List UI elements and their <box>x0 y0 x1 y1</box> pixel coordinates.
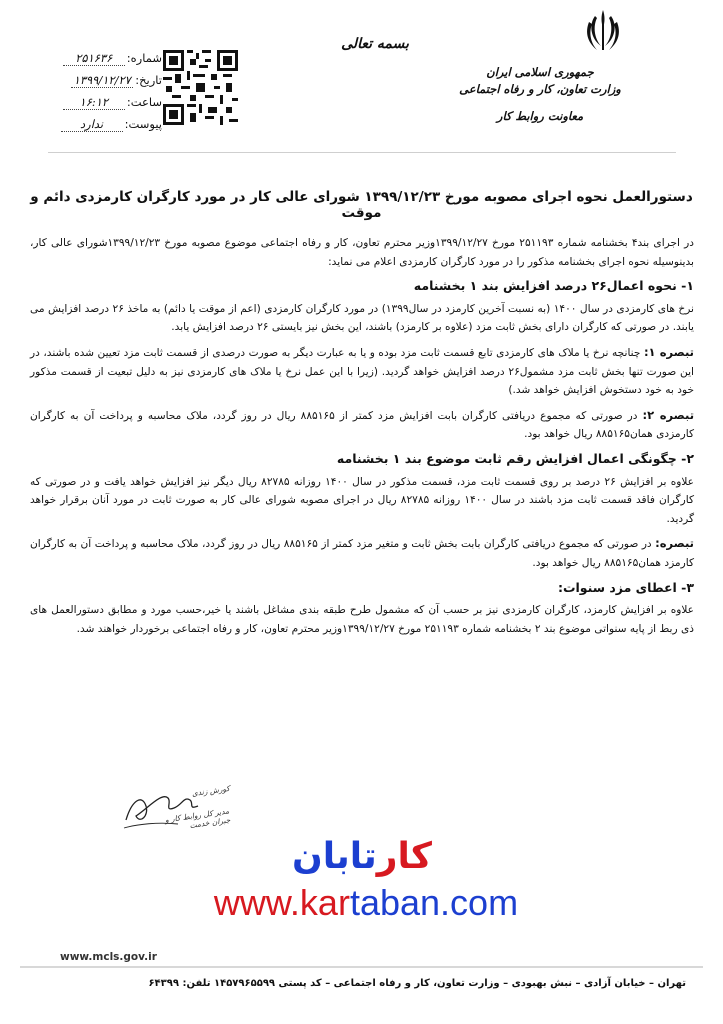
ministry-country: جمهوری اسلامی ایران <box>486 65 594 79</box>
document-body <box>30 234 694 644</box>
footer-website-link[interactable]: www.mcls.gov.ir <box>60 951 157 963</box>
meta-date-value: ۱۳۹۹/۱۲/۲۷ <box>71 73 133 88</box>
brand-url-part1: www.kar <box>213 882 350 923</box>
meta-attachment-label: پیوست: <box>124 117 162 131</box>
ministry-name: وزارت تعاون، کار و رفاه اجتماعی <box>459 82 621 96</box>
meta-date-row <box>42 69 162 91</box>
brand-fa-part2: تابان <box>292 836 377 877</box>
letter-metadata <box>42 47 162 135</box>
note-2-paragraph <box>30 406 694 444</box>
header-divider <box>48 152 676 153</box>
meta-number-label: شماره: <box>126 51 162 65</box>
footer-divider <box>20 966 703 968</box>
footer-address: تهران – خیابان آزادی – نبش بهبودی – وزارت تعاون، کار و رفاه اجتماعی – کد پستی ۱۴۵۷۹۶۵۵۹۹ تلفن: ۶۴۳۹۹ <box>148 978 686 989</box>
section-2-paragraph: علاوه بر افزایش ۲۶ درصد بر روی قسمت ثابت مزد، قسمت مذکور در سال ۱۴۰۰ روزانه ۸۲۷۸۵ ریال دیگر نیز افزایش خواهد یافت و در صورتی که کارگران فاقد قسمت ثابت مزد باشند در سال ۱۴۰۰ روزانه ۸۲۷۸۵ ریال در اجرای مصوبه شورای عالی کار به صورت ثابت در مورد آنان برقرار خواهد گردید. <box>30 475 694 525</box>
meta-number-row <box>42 47 162 69</box>
ministry-department: معاونت روابط کار <box>496 109 584 123</box>
meta-time-label: ساعت: <box>126 95 162 109</box>
brand-fa-part1: کار <box>376 836 432 877</box>
meta-attachment-value: ندارد <box>61 117 123 132</box>
document-title: دستورالعمل نحوه اجرای مصوبه مورخ ۱۳۹۹/۱۲/۲۳ شورای عالی کار در مورد کارگران کارمزدی دائم و موقت <box>30 189 693 221</box>
iran-emblem-icon <box>583 6 623 56</box>
section-3-heading: ۳- اعطای مزد سنوات: <box>557 579 694 595</box>
meta-time-row <box>42 91 162 113</box>
signatory-title: مدیر کل روابط کار و جبران خدمت <box>164 806 231 831</box>
meta-attachment-row <box>42 113 162 135</box>
section-2-heading: ۲- چگونگی اعمال افزایش رقم ثابت موضوع بند ۱ بخشنامه <box>336 450 694 466</box>
brand-url-part2: taban.com <box>349 882 519 923</box>
qr-code-icon <box>163 50 238 125</box>
brand-url-link[interactable] <box>196 880 536 926</box>
basmala-heading: بسمه تعالی <box>341 36 409 52</box>
section-3-paragraph: علاوه بر افزایش کارمزد، کارگران کارمزدی نیز بر حسب آن که مشمول طرح طبقه بندی مشاغل باشند یا خیر،حسب مورد و مطابق دستورالعمل های ذی ربط از پایه سنواتی موضوع بند ۲ بخشنامه شماره ۲۵۱۱۹۳ مورخ ۱۳۹۹/۱۲/۲۷وزیر محترم تعاون، کار و رفاه اجتماعی برخوردار خواهند شد. <box>30 604 694 635</box>
brand-persian-logo <box>262 832 462 882</box>
note-1-text: چنانچه نرخ یا ملاک های کارمزدی تابع قسمت ثابت مزد بوده و یا به عبارت دیگر به صورت درصدی از قسمت ثابت مزد تعیین شده باشند، در این صورت تنها بخش ثابت مزد مشمول۲۶ درصد افزایش خواهد گردید. (زیرا با این عمل نرخ یا ملاک های کارمزدی نیز به دلیل تبعیت از قسمت مذکور خود به خود دستخوش افزایش خواهد شد.) <box>30 346 694 397</box>
section-1-heading: ۱- نحوه اعمال۲۶ درصد افزایش بند ۱ بخشنامه <box>413 278 694 294</box>
meta-time-value: ۱۶:۱۲ <box>63 95 125 110</box>
note-3-paragraph <box>30 534 694 572</box>
note-2-label: تبصره ۲: <box>642 407 695 422</box>
meta-date-label: تاریخ: <box>135 73 162 87</box>
meta-number-value: ۲۵۱۶۳۶ <box>63 51 125 66</box>
note-3-label: تبصره: <box>655 536 694 551</box>
note-2-text: در صورتی که مجموع دریافتی کارگران بابت افزایش مزد کمتر از ۸۸۵۱۶۵ ریال در روز گردد، ملاک محاسبه و پرداخت آن به کارگران کارمزدی همان۸۸۵۱۶۵ ریال خواهد بود. <box>30 409 694 441</box>
intro-paragraph: در اجرای بند۴ بخشنامه شماره ۲۵۱۱۹۳ مورخ ۱۳۹۹/۱۲/۲۷وزیر محترم تعاون، کار و رفاه اجتماعی موضوع مصوبه مورخ ۱۳۹۹/۱۲/۲۳شورای عالی کار، بدینوسیله نحوه اجرای بخشنامه مذکور را در مورد کارگران کارمزدی اعلام می نماید: <box>30 237 694 268</box>
section-1-paragraph: نرخ های کارمزدی در سال ۱۴۰۰ (به نسبت آخرین کارمزد در سال۱۳۹۹) در مورد کارگران کارمزدی (اعم از موقت یا دائم) به ماخذ ۲۶ درصد افزایش می یابند. در صورتی که کارگران دارای بخش ثابت مزد (علاوه بر کارمزد) باشند، این بخش نیز بایستی ۲۶ درصد افزایش یابد. <box>30 302 694 334</box>
note-1-paragraph <box>30 343 694 400</box>
signatory-name: کورش زندی <box>191 783 231 799</box>
note-1-label: تبصره ۱: <box>643 344 695 359</box>
ministry-letterhead <box>445 64 635 125</box>
note-3-text: در صورتی که مجموع دریافتی کارگران بابت بخش ثابت و متغیر مزد کمتر از ۸۸۵۱۶۵ ریال در روز گردد، ملاک محاسبه و پرداخت آن به کارگران کارمزد همان۸۸۵۱۶۵ ریال خواهد بود. <box>30 538 694 569</box>
